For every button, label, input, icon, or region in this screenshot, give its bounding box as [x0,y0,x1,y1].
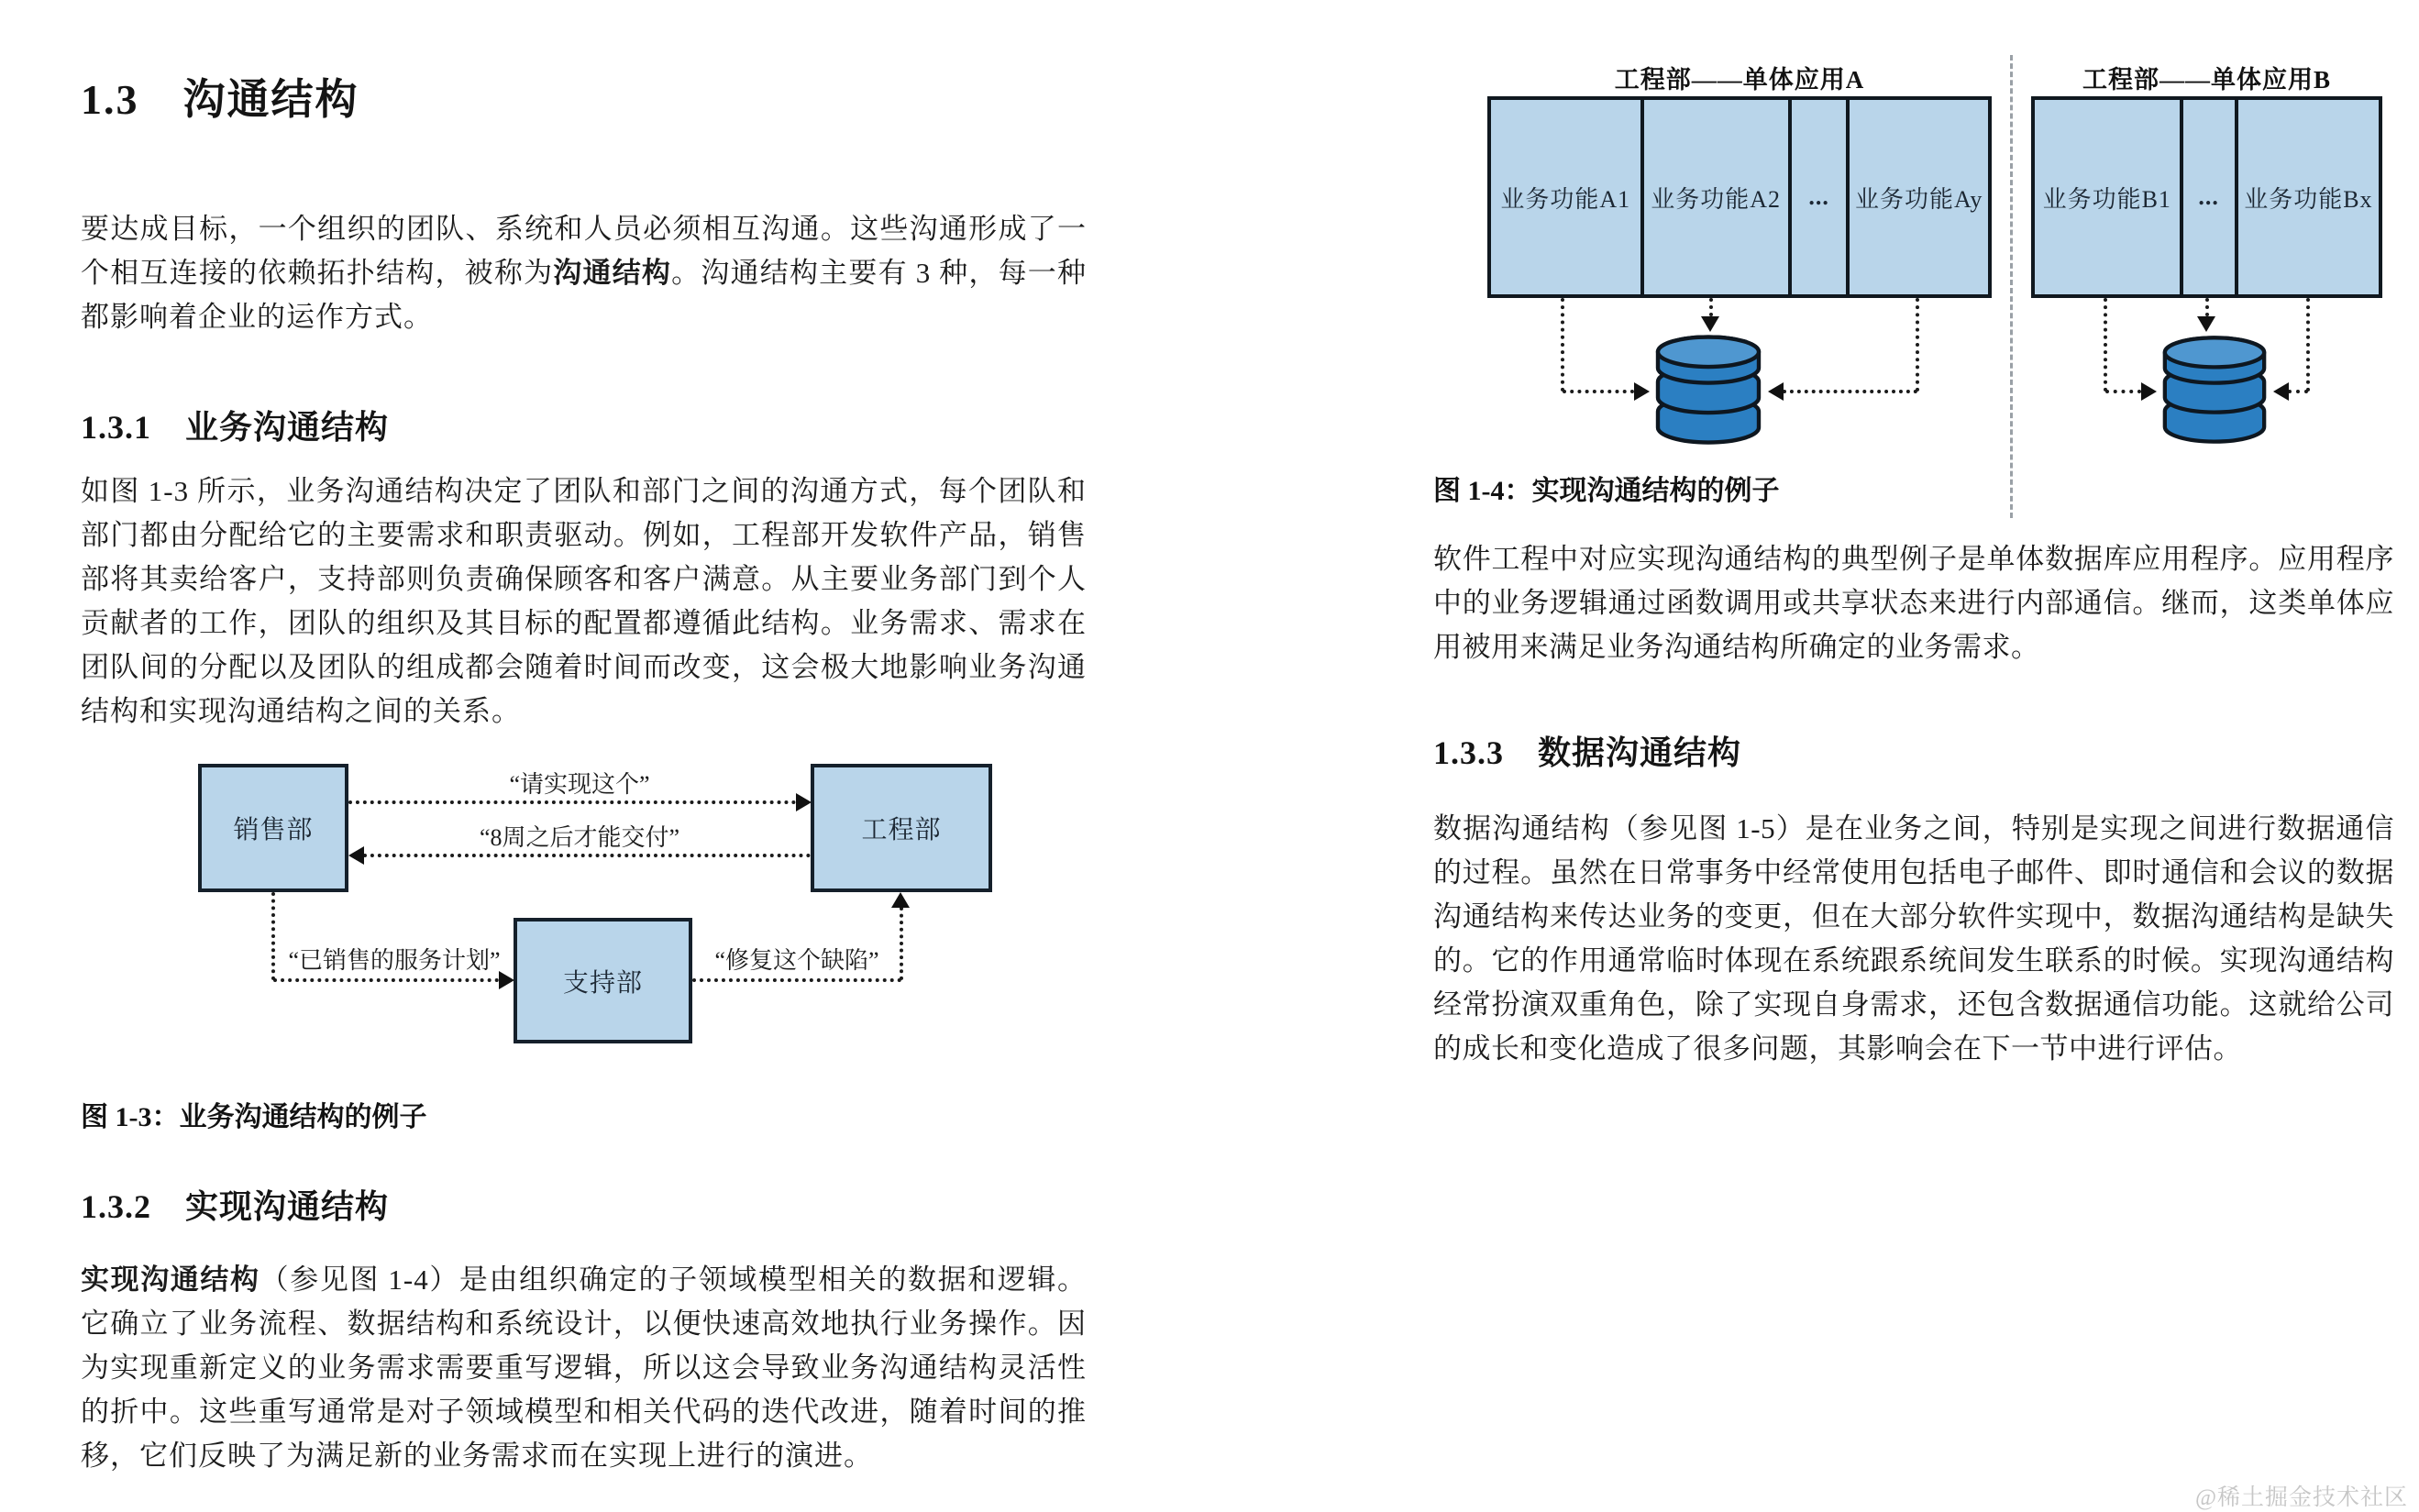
paragraph-implementation-structure [81,1258,1087,1478]
arrow-ay-to-db [1783,390,1917,393]
intro-text-pre: 要达成目标，一个组织的团队、系统和人员必须相互沟通。这些沟通形成了一个相互连接的依赖拓扑结构，被称为 [81,213,1087,289]
arrowhead-left-icon [2273,382,2289,401]
figure-divider-line [2010,55,2013,518]
arrowhead-right-icon [796,793,812,811]
arrowhead-up-icon [891,892,910,908]
engineering-dept-label: 工程部 [861,816,942,844]
arrow-label-request: “请实现这个” [509,771,650,798]
business-function-cell: 业务功能A1 [1491,100,1644,294]
arrowhead-right-icon [1634,382,1650,401]
figure-1-3 [198,764,1005,1057]
arrow-ay-down [1916,298,1919,392]
paragraph-data-structure: 数据沟通结构（参见图 1-5）是在业务之间，特别是实现之间进行数据通信的过程。虽然在日常事务中经常使用包括电子邮件、即时通信和会议的数据沟通结构来传达业务的变更，但在大部分软件实现中，数据沟通结构是缺失的。它的作用通常临时体现在系统跟系统间发生联系的时候。实现沟通结构经常扮演双重角色，除了实现自身需求，还包含数据通信功能。这就给公司的成长和变化造成了很多问题，其影响会在下一节中进行评估。 [1433,812,2394,1065]
page-title: 1.3 沟通结构 [81,76,359,123]
implementation-bold-term: 实现沟通结构 [81,1264,260,1296]
arrow-label-service-plan: “已销售的服务计划” [288,947,501,974]
arrow-label-fix-defect: “修复这个缺陷” [714,947,879,974]
arrowhead-left-icon [1768,382,1784,401]
figure-1-3-caption: 图 1-3：业务沟通结构的例子 [81,1102,427,1132]
ellipsis-cell: ... [2183,100,2238,294]
arrow-a2-to-db [1709,298,1713,316]
business-function-cell: 业务功能Ay [1854,185,1983,213]
figure-1-4 [1433,23,2394,523]
arrow-a1-down [1561,298,1564,392]
paragraph-business-structure: 如图 1-3 所示，业务沟通结构决定了团队和部门之间的沟通方式，每个团队和部门都由分配给它的主要需求和职责驱动。例如，工程部开发软件产品，销售部将其卖给客户，支持部则负责确保顾客和客户满意。从主要业务部门到个人贡献者的工作，团队的组织及其目标的配置都遵循此结构。业务需求、需求在团队间的分配以及团队的组成都会随着时间而改变，这会极大地影响业务沟通结构和实现沟通结构之间的关系。 [81,475,1087,727]
heading-1-3-1: 1.3.1 业务沟通结构 [81,409,390,446]
arrow-bx-to-db [2288,390,2308,393]
arrowhead-right-icon [2141,382,2157,401]
business-function-cell: 业务功能Bx [2244,185,2373,213]
business-function-cell: 业务功能A2 [1644,100,1792,294]
engineering-dept-box [811,764,992,892]
arrow-bdots-to-db [2205,298,2209,316]
arrow-b1-down [2104,298,2107,392]
database-a-icon [1649,333,1768,447]
watermark: @稀土掘金技术社区 [2194,1485,2408,1510]
arrow-engineering-to-sales [363,854,811,857]
intro-paragraph [81,207,1087,339]
support-dept-box [514,918,692,1043]
arrow-bx-down [2306,298,2310,392]
sales-dept-box [198,764,348,892]
arrow-label-delivery: “8周之后才能交付” [479,824,680,851]
arrow-support-to-engineering [692,978,901,982]
arrow-sales-to-support [273,978,499,982]
heading-1-3-2: 1.3.2 实现沟通结构 [81,1188,390,1225]
arrowhead-down-icon [2197,316,2215,332]
arrowhead-right-icon [499,971,514,989]
sales-dept-label: 销售部 [233,816,314,844]
arrowhead-down-icon [1701,316,1719,332]
arrow-a1-to-db [1563,390,1634,393]
figure-1-4-caption: 图 1-4：实现沟通结构的例子 [1433,476,1780,506]
database-b-icon [2156,333,2273,447]
monolith-a-box [1487,96,1992,298]
support-dept-label: 支持部 [562,968,643,998]
arrowhead-left-icon [348,846,364,865]
intro-bold-term: 沟通结构 [553,257,672,289]
implementation-text: （参见图 1-4）是由组织确定的子领域模型相关的数据和逻辑。它确立了业务流程、数据结构和系统设计，以便快速高效地执行业务操作。因为实现重新定义的业务需求需要重写逻辑，所以这会导致业务沟通结构灵活性的折中。这些重写通常是对子领域模型和相关代码的迭代改进，随着时间的推移，它们反映了为满足新的业务需求而在实现上进行的演进。 [81,1264,1087,1472]
monolith-b-title: 工程部——单体应用B [2082,66,2331,94]
arrow-b1-to-db [2105,390,2141,393]
monolith-a-title: 工程部——单体应用A [1614,66,1865,94]
ellipsis-cell: ... [1792,100,1850,294]
paragraph-monolith-example: 软件工程中对应实现沟通结构的典型例子是单体数据库应用程序。应用程序中的业务逻辑通过函数调用或共享状态来进行内部通信。继而，这类单体应用被用来满足业务沟通结构所确定的业务需求。 [1433,543,2394,663]
monolith-b-box [2031,96,2382,298]
arrow-sales-to-engineering [348,800,796,804]
business-function-cell: 业务功能B1 [2035,100,2183,294]
arrow-up-segment [900,907,903,980]
intro-text-post: 。沟通结构主要有 3 种，每一种都影响着企业的运作方式。 [81,257,1088,333]
heading-1-3-3: 1.3.3 数据沟通结构 [1433,734,1742,771]
